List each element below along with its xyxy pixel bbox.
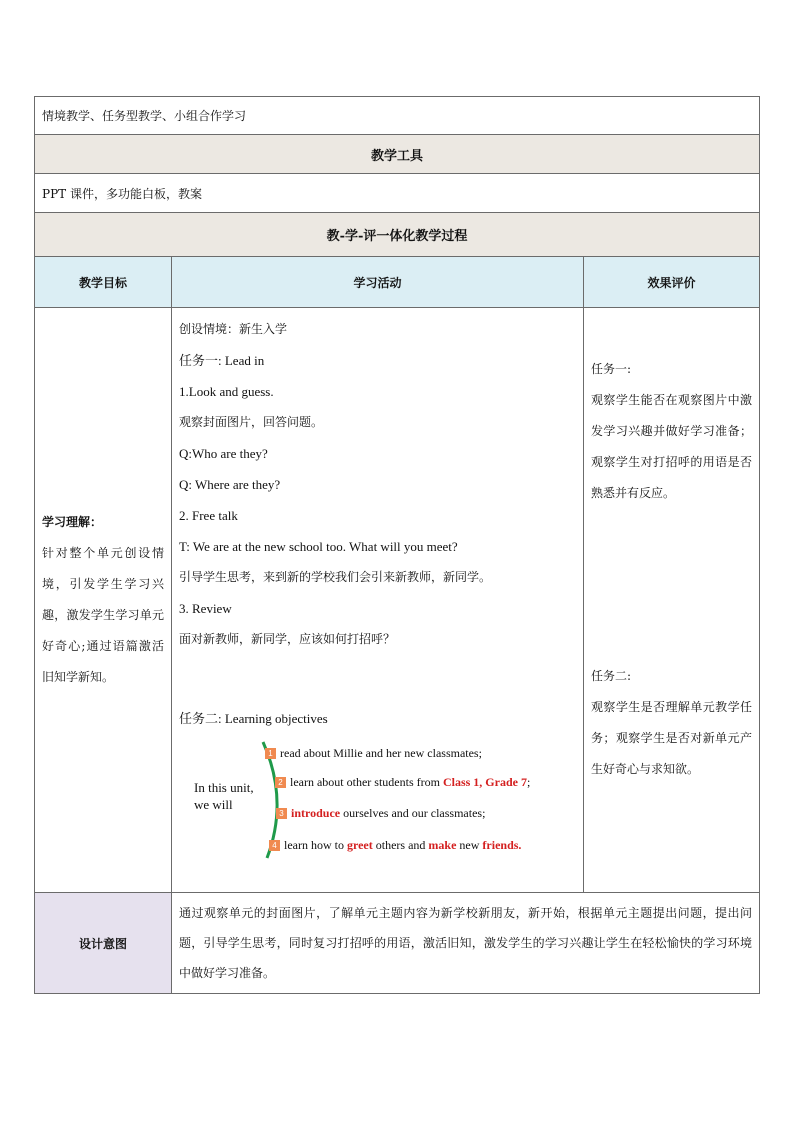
objective-3: 3 introduce ourselves and our classmates; <box>276 806 485 821</box>
situation-text: 创设情境：新生入学 <box>179 322 288 336</box>
eval-task1-title: 任务一: <box>591 362 632 376</box>
lesson-plan-table <box>34 96 760 994</box>
activity-cell <box>172 308 584 893</box>
goal-cell <box>35 308 172 893</box>
diagram-lead-1: In this unit, <box>194 780 254 795</box>
teaching-methods-row <box>35 97 760 135</box>
diagram-lead-2: we will <box>194 797 233 812</box>
guide-text: 引导学生思考，来到新的学校我们会引来新教师，新同学。 <box>179 570 492 584</box>
objective-4: 4 learn how to greet others and make new friends. <box>269 838 521 853</box>
task2-title: 任务二: Learning objectives <box>179 711 328 726</box>
teacher-line: T: We are at the new school too. What will you meet? <box>179 539 458 554</box>
tools-text: PPT 课件，多功能白板，教案 <box>42 186 202 201</box>
design-label: 设计意图 <box>35 893 172 994</box>
objective-1: 1 read about Millie and her new classmates; <box>265 746 482 761</box>
question1: Q:Who are they? <box>179 446 268 461</box>
tools-row <box>35 174 760 213</box>
tools-heading: 教学工具 <box>35 135 760 174</box>
objective-2: 2 learn about other students from Class 1, Grade 7; <box>275 775 530 790</box>
eval-task2-text: 观察学生是否理解单元教学任务；观察学生是否对新单元产生好奇心与求知欲。 <box>591 700 752 776</box>
eval-task2-title: 任务二: <box>591 669 632 683</box>
col-header-activity: 学习活动 <box>172 257 584 308</box>
step2-text: 2. Free talk <box>179 508 238 523</box>
eval-task1-text: 观察学生能否在观察图片中激发学习兴趣并做好学习准备；观察学生对打招呼的用语是否熟悉并有反应。 <box>591 393 752 500</box>
observe-text: 观察封面图片，回答问题。 <box>179 415 324 429</box>
objectives-diagram <box>179 740 576 860</box>
task1-title: 任务一: Lead in <box>179 353 265 368</box>
goal-title: 学习理解： <box>42 515 103 529</box>
design-text: 通过观察单元的封面图片，了解单元主题内容为新学校新朋友，新开始，根据单元主题提出问题，提出问题，引导学生思考，同时复习打招呼的用语，激活旧知，激发学生的学习兴趣让学生在轻松愉快的学习环境中做好学习准备。 <box>172 893 760 994</box>
step3-text: 3. Review <box>179 601 232 616</box>
goal-text: 针对整个单元创设情境，引发学生学习兴趣，激发学生学习单元好奇心;通过语篇激活旧知学新知。 <box>42 546 164 684</box>
teaching-methods-text: 情境教学、任务型教学、小组合作学习 <box>42 109 247 123</box>
col-header-goal: 教学目标 <box>35 257 172 308</box>
col-header-eval: 效果评价 <box>584 257 760 308</box>
review-question: 面对新教师，新同学，应该如何打招呼？ <box>179 632 396 646</box>
question2: Q: Where are they? <box>179 477 281 492</box>
evaluation-cell <box>584 308 760 893</box>
step1-text: 1.Look and guess. <box>179 384 274 399</box>
process-heading: 教-学-评一体化教学过程 <box>35 213 760 257</box>
